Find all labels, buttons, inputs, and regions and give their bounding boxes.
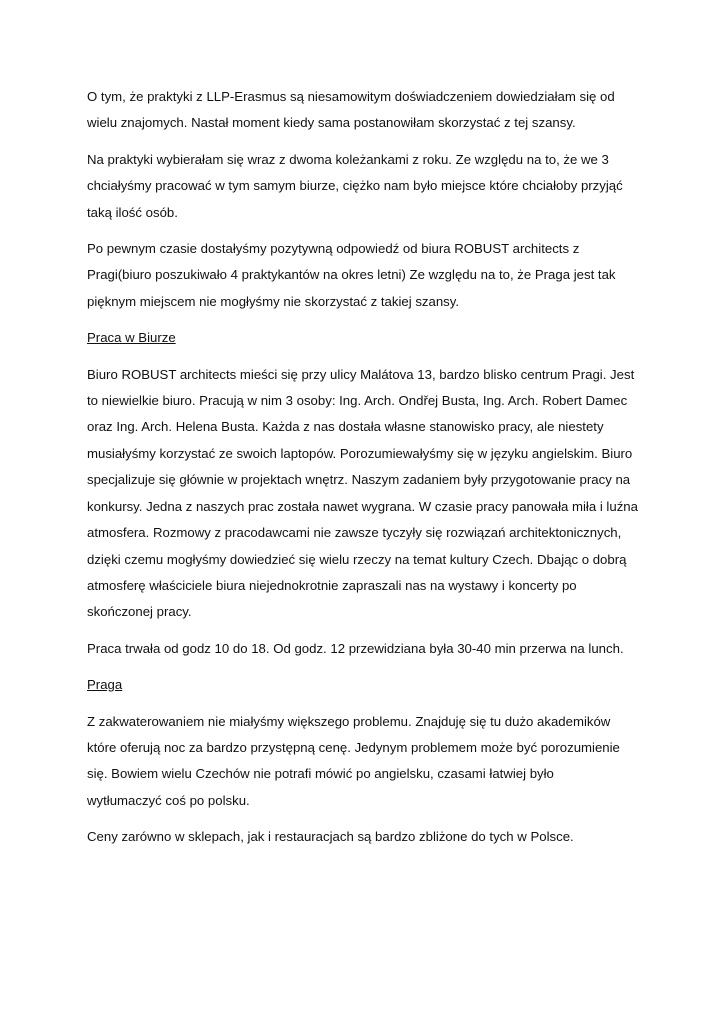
text-line: Po pewnym czasie dostałyśmy pozytywną odpowiedź od biura ROBUST architects z bbox=[87, 241, 580, 257]
document-body bbox=[87, 84, 647, 861]
text-line: Ceny zarówno w sklepach, jak i restauracjach są bardzo zbliżone do tych w Polsce. bbox=[87, 829, 574, 845]
paragraph bbox=[87, 824, 647, 850]
text-line: Biuro ROBUST architects mieści się przy ulicy Malátova 13, bardzo blisko centrum Pragi. Jest bbox=[87, 366, 635, 382]
text-line: atmosfera. Rozmowy z pracodawcami nie zawsze tyczyły się rozwiązań architektonicznych, bbox=[87, 525, 622, 541]
text-line: Z zakwaterowaniem nie miałyśmy większego problemu. Znajduję się tu dużo akademików bbox=[87, 713, 611, 729]
paragraph bbox=[87, 362, 647, 626]
paragraph bbox=[87, 236, 647, 315]
section-heading bbox=[87, 325, 647, 351]
text-line: musiałyśmy korzystać ze swoich laptopów. Porozumiewałyśmy się w języku angielskim. Biuro bbox=[87, 445, 633, 461]
text-line: Praca trwała od godz 10 do 18. Od godz. 12 przewidziana była 30-40 min przerwa na lunch. bbox=[87, 640, 624, 656]
text-line: które oferują noc za bardzo przystępną cenę. Jedynym problemem może być porozumienie bbox=[87, 739, 620, 755]
paragraph bbox=[87, 147, 647, 226]
paragraph bbox=[87, 709, 647, 815]
text-line: dzięki czemu mogłyśmy dowiedzieć się wielu rzeczy na temat kultury Czech. Dbając o dobrą bbox=[87, 551, 627, 567]
text-line: O tym, że praktyki z LLP-Erasmus są niesamowitym doświadczeniem dowiedziałam się od bbox=[87, 89, 615, 104]
text-line: Na praktyki wybierałam się wraz z dwoma koleżankami z roku. Ze względu na to, że we 3 bbox=[87, 151, 609, 167]
text-line: chciałyśmy pracować w tym samym biurze, ciężko nam było miejsce które chciałoby przyjąć bbox=[87, 178, 623, 194]
heading-text: Praga bbox=[87, 677, 123, 693]
paragraph bbox=[87, 84, 647, 137]
text-line: skończonej pracy. bbox=[87, 604, 192, 620]
text-line: taką ilość osób. bbox=[87, 204, 178, 220]
text-line: konkursy. Jedna z naszych prac została nawet wygrana. W czasie pracy panowała miła i luźna bbox=[87, 498, 638, 514]
text-line: to niewielkie biuro. Pracują w nim 3 osoby: Ing. Arch. Ondřej Busta, Ing. Arch. Robert Damec bbox=[87, 393, 628, 409]
text-line: oraz Ing. Arch. Helena Busta. Każda z nas dostała własne stanowisko pracy, ale niestety bbox=[87, 419, 604, 435]
text-line: Pragi(biuro poszukiwało 4 praktykantów na okres letni) Ze względu na to, że Praga jest tak bbox=[87, 267, 616, 283]
section-heading bbox=[87, 672, 647, 698]
text-line: pięknym miejscem nie mogłyśmy nie skorzystać z takiej szansy. bbox=[87, 293, 460, 309]
text-line: wielu znajomych. Nastał moment kiedy sama postanowiłam skorzystać z tej szansy. bbox=[87, 115, 576, 131]
text-line: atmosferę właściciele biura niejednokrotnie zapraszali nas na wystawy i koncerty po bbox=[87, 577, 577, 593]
text-line: specjalizuje się głównie w projektach wnętrz. Naszym zadaniem były przygotowanie pracy na bbox=[87, 472, 631, 488]
text-line: się. Bowiem wielu Czechów nie potrafi mówić po angielsku, czasami łatwiej było bbox=[87, 766, 554, 782]
paragraph bbox=[87, 636, 647, 662]
heading-text: Praca w Biurze bbox=[87, 330, 176, 346]
text-line: wytłumaczyć coś po polsku. bbox=[87, 792, 250, 808]
